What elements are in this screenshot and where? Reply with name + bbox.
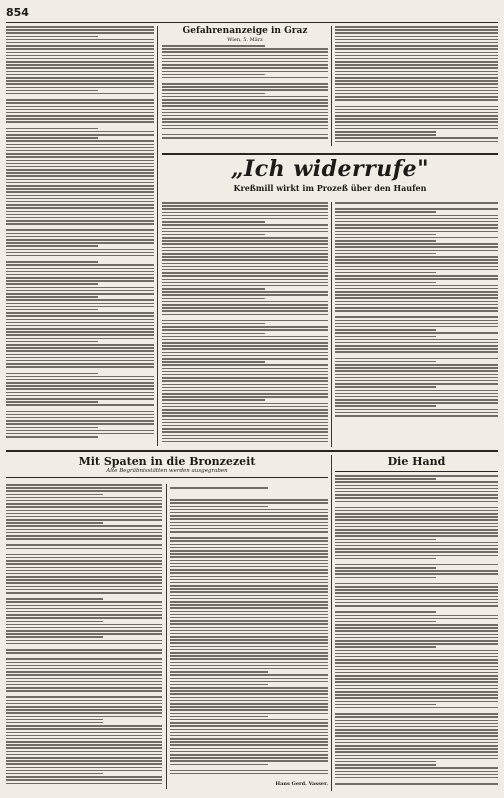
- top-rule: [6, 22, 498, 23]
- divider-vertical-5: [331, 455, 332, 791]
- section-rule: [6, 450, 498, 452]
- article-bronze-subtitle: Alte Begräbnisstätten werden ausgegraben: [106, 468, 228, 474]
- column-upper-left: [6, 26, 154, 446]
- main-article-col-1: [162, 202, 328, 447]
- article-graz-title: Gefahrenanzeige in Graz: [182, 26, 308, 36]
- divider-vertical-4: [166, 484, 167, 789]
- article-hand-title: Die Hand: [387, 455, 446, 468]
- main-headline-block: [162, 150, 498, 200]
- divider-vertical-1: [157, 26, 158, 446]
- main-subheadline: Kreßmill wirkt im Prozeß über den Haufen: [233, 183, 427, 193]
- bronze-col-2: [170, 484, 328, 779]
- author-signature: Hans Gerd. Vasser.: [275, 781, 328, 787]
- main-headline: „Ich widerrufe": [230, 156, 430, 182]
- column-upper-right: [335, 26, 498, 146]
- divider-vertical-3: [331, 202, 332, 447]
- main-article-col-2: [335, 202, 498, 420]
- article-graz-dateline: Wien, 5. März: [227, 37, 263, 43]
- bronze-col-1: [6, 484, 162, 789]
- article-graz: [162, 26, 328, 146]
- page-number: 854: [6, 6, 29, 19]
- divider-vertical-2: [331, 26, 332, 146]
- article-graz-body: [162, 45, 328, 139]
- article-bronze-title: Mit Spaten in die Bronzezeit: [78, 455, 256, 468]
- hand-body: [335, 475, 498, 791]
